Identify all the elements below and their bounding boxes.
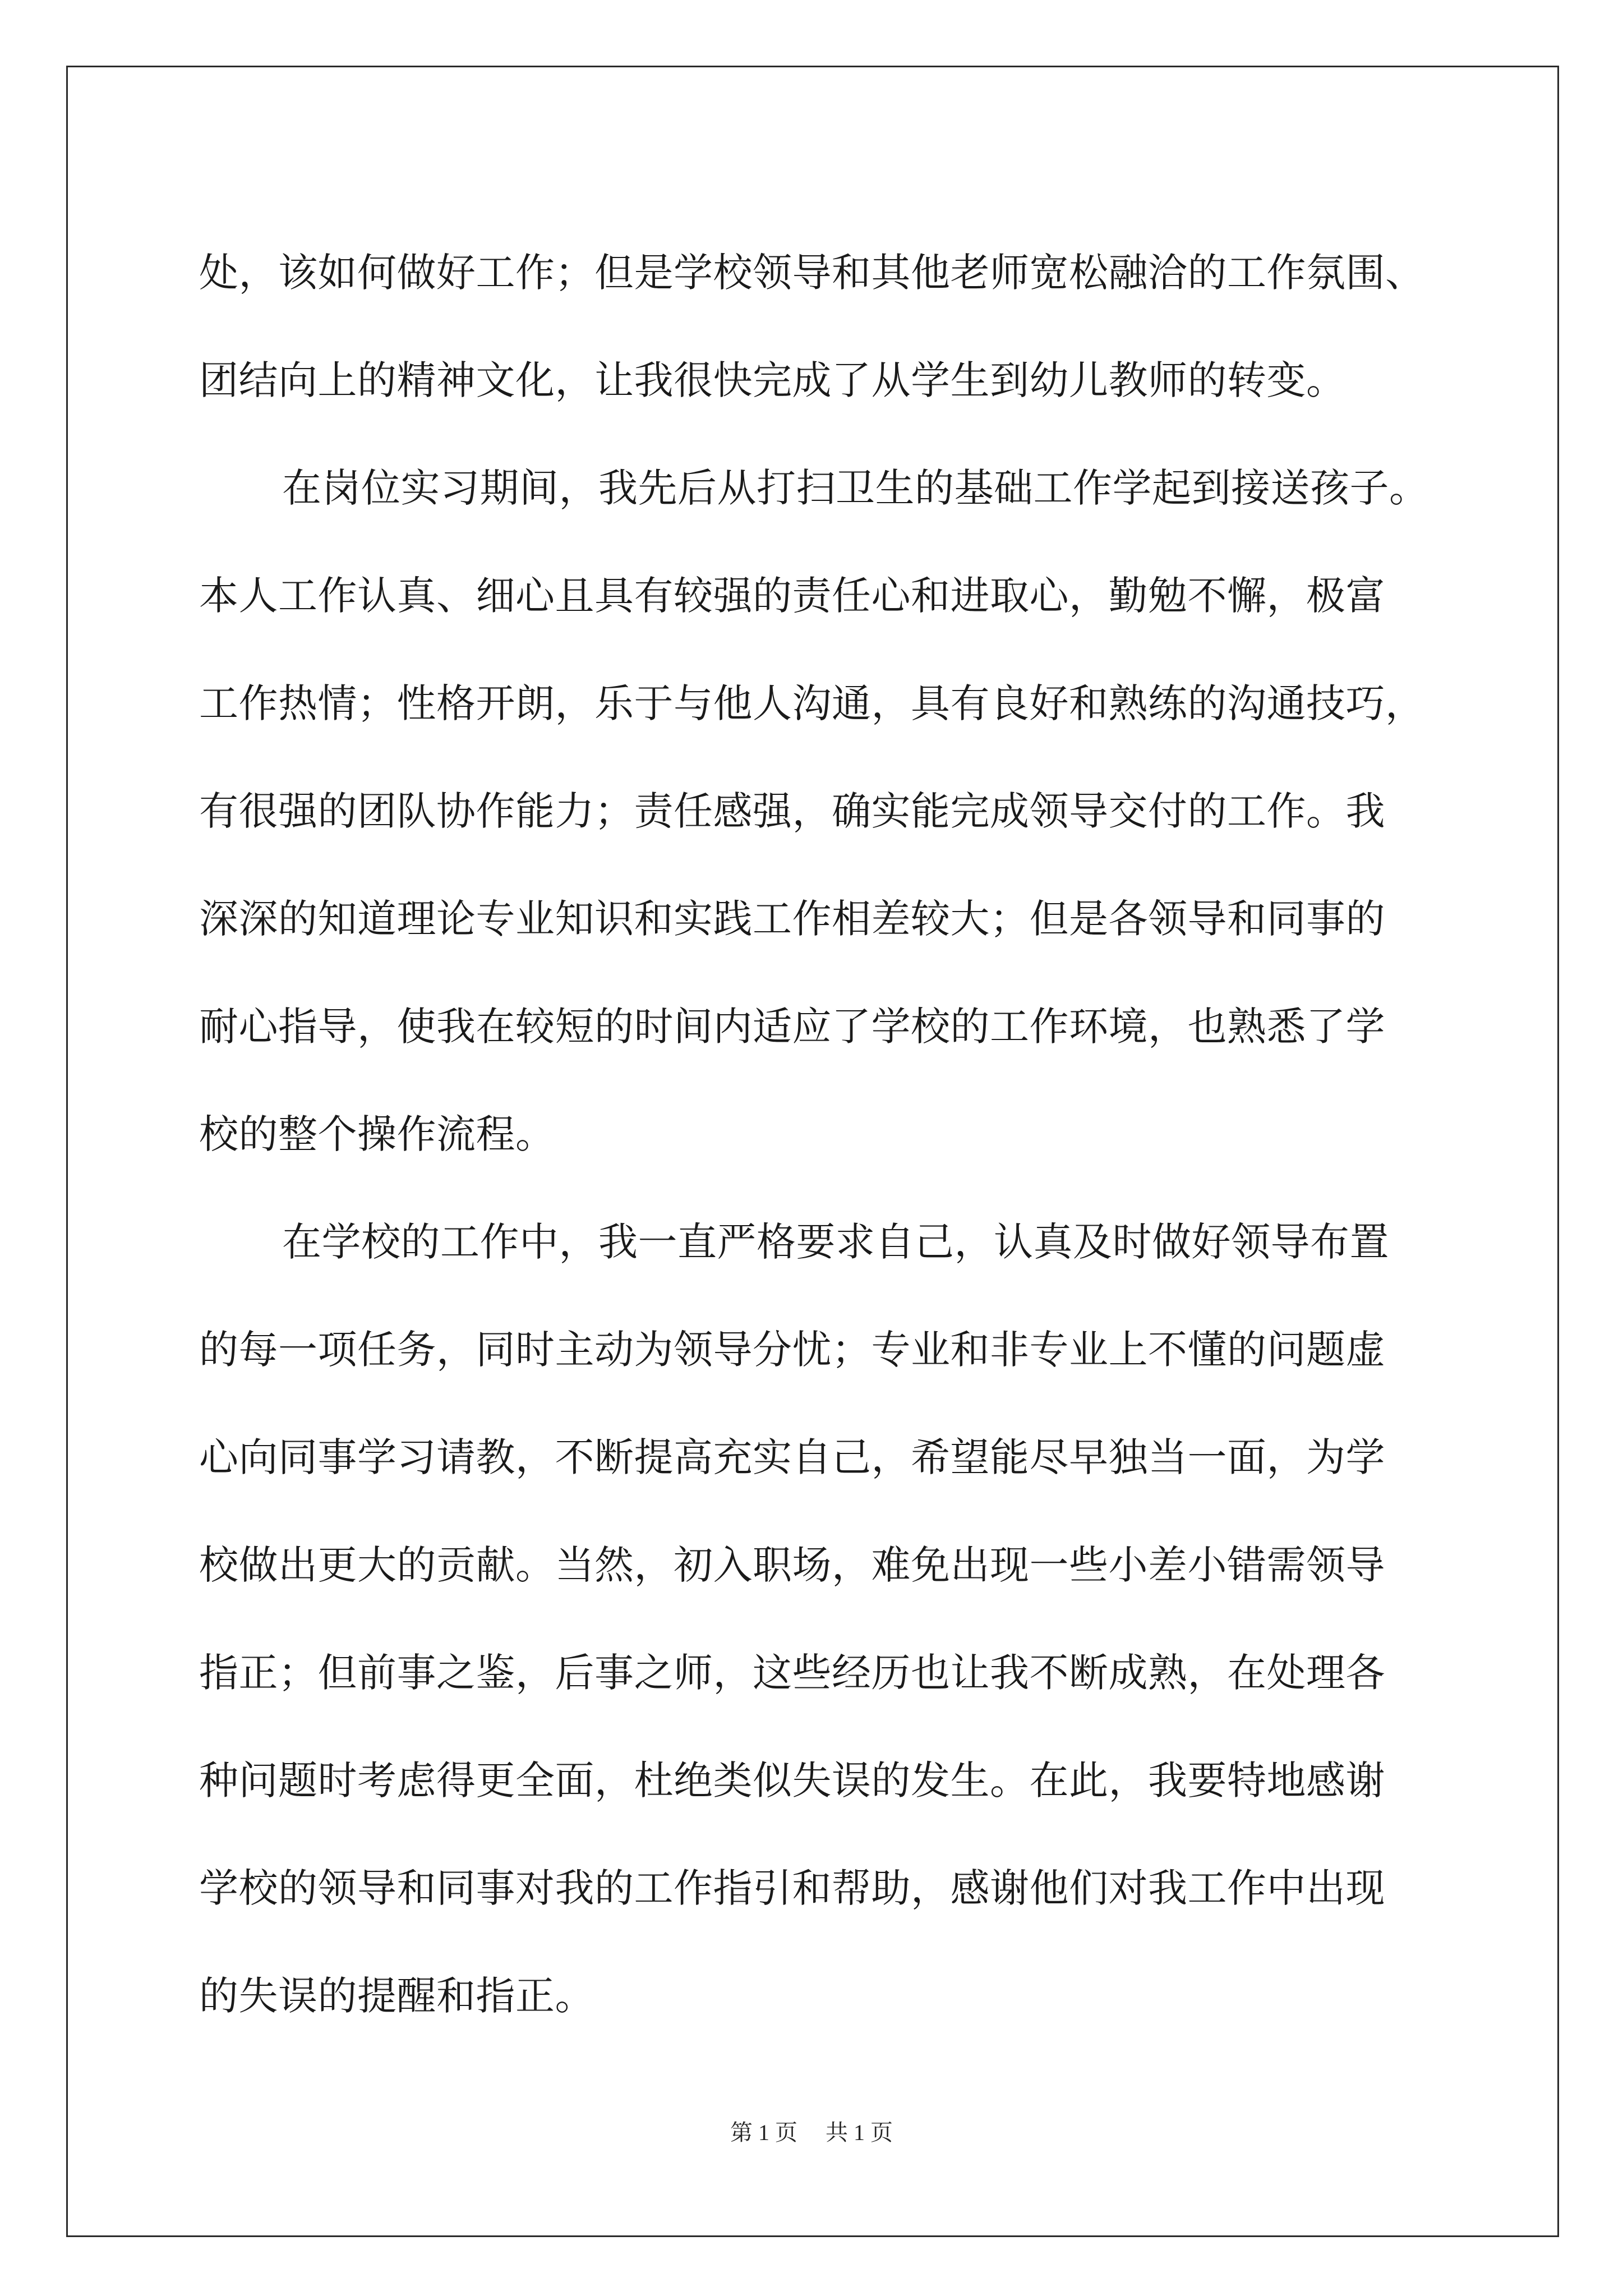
text-line: 深深的知道理论专业知识和实践工作相差较大；但是各领导和同事的 bbox=[199, 896, 1385, 942]
document-body bbox=[199, 219, 1433, 2050]
page-number: 第 1 页 bbox=[730, 2120, 797, 2145]
text-line: 校的整个操作流程。 bbox=[199, 1111, 555, 1157]
text-line: 校做出更大的贡献。当然，初入职场，难免出现一些小差小错需领导 bbox=[199, 1542, 1385, 1588]
text-line: 指正；但前事之鉴，后事之师，这些经历也让我不断成熟，在处理各 bbox=[199, 1650, 1385, 1696]
text-line: 学校的领导和同事对我的工作指引和帮助，感谢他们对我工作中出现 bbox=[199, 1865, 1385, 1911]
text-line: 耐心指导，使我在较短的时间内适应了学校的工作环境，也熟悉了学 bbox=[199, 1004, 1385, 1050]
paragraph-start-line: 在学校的工作中，我一直严格要求自己，认真及时做好领导布置 bbox=[282, 1219, 1389, 1265]
page-footer bbox=[0, 2115, 1623, 2147]
text-line: 的每一项任务，同时主动为领导分忧；专业和非专业上不懂的问题虚 bbox=[199, 1327, 1385, 1373]
text-line: 有很强的团队协作能力；责任感强，确实能完成领导交付的工作。我 bbox=[199, 788, 1385, 834]
page-total: 共 1 页 bbox=[826, 2120, 893, 2145]
text-line: 的失误的提醒和指正。 bbox=[199, 1973, 594, 2019]
text-line: 种问题时考虑得更全面，杜绝类似失误的发生。在此，我要特地感谢 bbox=[199, 1757, 1385, 1803]
text-line: 团结向上的精神文化，让我很快完成了从学生到幼儿教师的转变。 bbox=[199, 357, 1346, 403]
text-line: 心向同事学习请教，不断提高充实自己，希望能尽早独当一面，为学 bbox=[199, 1434, 1385, 1480]
text-line: 处，该如何做好工作；但是学校领导和其他老师宽松融洽的工作氛围、 bbox=[199, 250, 1425, 296]
text-line: 工作热情；性格开朗，乐于与他人沟通，具有良好和熟练的沟通技巧， bbox=[199, 680, 1425, 726]
paragraph-start-line: 在岗位实习期间，我先后从打扫卫生的基础工作学起到接送孩子。 bbox=[282, 465, 1429, 511]
text-line: 本人工作认真、细心且具有较强的责任心和进取心，勤勉不懈，极富 bbox=[199, 573, 1385, 619]
